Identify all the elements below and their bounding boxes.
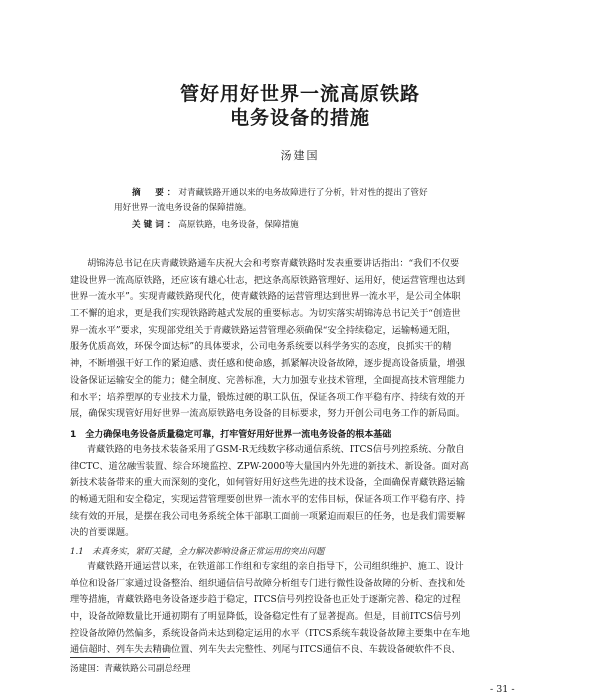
text-line: 神，不断增强干好工作的紧迫感、责任感和使命感，抓紧解决设备故障，逐步提高设备质量，增强 — [70, 358, 466, 370]
article-title-line-2: 电务设备的措施 — [229, 107, 370, 129]
abstract-text-1: 对青藏铁路开通以来的电务故障进行了分析，针对性的提出了管好 — [178, 188, 428, 198]
text-line: 和水平；培养塑厚的专业技术力量，锻炼过硬的职工队伍，保证各项工作平稳有序、持续有效的开 — [70, 391, 466, 403]
text-line: 中，设备故障数量比开通初期有了明显降低，设备稳定性有了显著提高。但是，目前ITCS信号列 — [70, 611, 461, 623]
text-line: 工不懈的追求，更是我们实现铁路跨越式发展的重要标志。为切实落实胡锦涛总书记关于“创造世 — [70, 308, 461, 320]
text-line: 服务优质高效，环保令面达标”的具体要求，公司电务系统要以科学务实的态度，良抓实干的精 — [70, 341, 452, 353]
text-line: 胡锦涛总书记在庆青藏铁路通车庆祝大会和考察青藏铁路时发表重要讲话指出：“我们不仅要 — [87, 258, 460, 269]
text-line: 设备保证运输安全的能力；健全制度、完善标准，大力加强专业技术管理，全面提高技术管理能力 — [70, 374, 466, 386]
text-line: 新技术装备带来的重大而深刻的变化，如何管好用好这些先进的技术设备，全面确保青藏铁路运输 — [70, 477, 466, 489]
section-1-heading: 1 全力确保电务设备质量稳定可靠，打牢管好用好世界一流电务设备的根本基础 — [70, 430, 392, 440]
text-line: 界一流水平”要求，实现部党组关于青藏铁路运营管理必须确保“安全持续稳定，运输畅通无阻， — [70, 324, 457, 336]
text-line: 展，确保实现管好用好世界一流高原铁路电务设备的目标要求，努力开创公司电务工作的新局面。 — [70, 408, 466, 420]
text-line: 建设世界一流高原铁路，还应该有雄心壮志，把这条高原铁路管理好、运用好，使运营管理也达到 — [70, 274, 466, 286]
text-line: 单位和设备厂家通过设备整治、组织通信信号故障分析组专门进行微性设备故障的分析、查找和处 — [70, 577, 466, 589]
text-line: 世界一流水平”。实现青藏铁路现代化，使青藏铁路的运营管理达到世界一流水平，是公司全体职 — [70, 291, 461, 303]
keywords-label: 关键词： — [132, 220, 179, 230]
text-line: 青藏铁路开通运营以来，在铁道部工作组和专家组的亲自指导下，公司组织维护、施工、设计 — [87, 561, 464, 572]
page-number: - 31 - — [490, 684, 515, 695]
subsection-1-1-paragraph — [70, 559, 540, 659]
text-line: 决的首要课题。 — [70, 527, 135, 539]
author-footnote: 汤建国：青藏铁路公司副总经理 — [70, 664, 191, 674]
footnote-divider — [70, 657, 170, 658]
text-line: 理等措施，青藏铁路电务设备逐步趋于稳定，ITCS信号列控设备也正处于逐渐完善、稳定的过程 — [70, 594, 461, 606]
abstract-line-2: 用好世界一流电务设备的保障措施。 — [114, 203, 252, 213]
author-name: 汤建国 — [280, 149, 320, 162]
article-title-line-1: 管好用好世界一流高原铁路 — [179, 83, 420, 105]
intro-paragraph — [70, 256, 540, 423]
text-line: 通信超时、列车失去精确位置、列车失去完整性、列尾与ITCS通信不良、车载设备硬软件不良、 — [70, 644, 461, 656]
keywords-line — [132, 218, 537, 233]
abstract-line-1 — [132, 186, 537, 201]
text-line: 律CTC、道岔融雪装置、综合环境监控、ZPW-2000等大量国内外先进的新技术、新设备。面对高 — [70, 460, 469, 472]
text-line: 控设备故障仍然偏多，系统设备尚未达到稳定运用的水平（ITCS系统车载设备故障主要集中在车地 — [70, 627, 470, 639]
text-line: 的畅通无阻和安全稳定，实现运营管理要创世界一流水平的宏伟目标，保证各项工作平稳有序、持 — [70, 494, 466, 506]
section-1-paragraph — [70, 442, 540, 542]
text-line: 青藏铁路的电务技术装备采用了GSM-R无线数字移动通信系统、ITCS信号列控系统、分散自 — [87, 444, 465, 455]
text-line: 续有效的开展，是摆在我公司电务系统全体干部职工面前一项紧迫而艰巨的任务，也是我们需要解 — [70, 510, 466, 522]
subsection-1-1-heading: 1.1 未真务实，紧盯关键，全力解决影响设备正常运用的突出问题 — [70, 547, 325, 557]
keywords-text: 高原铁路，电务设备，保障措施 — [178, 220, 299, 230]
abstract-label: 摘 要： — [132, 188, 179, 198]
